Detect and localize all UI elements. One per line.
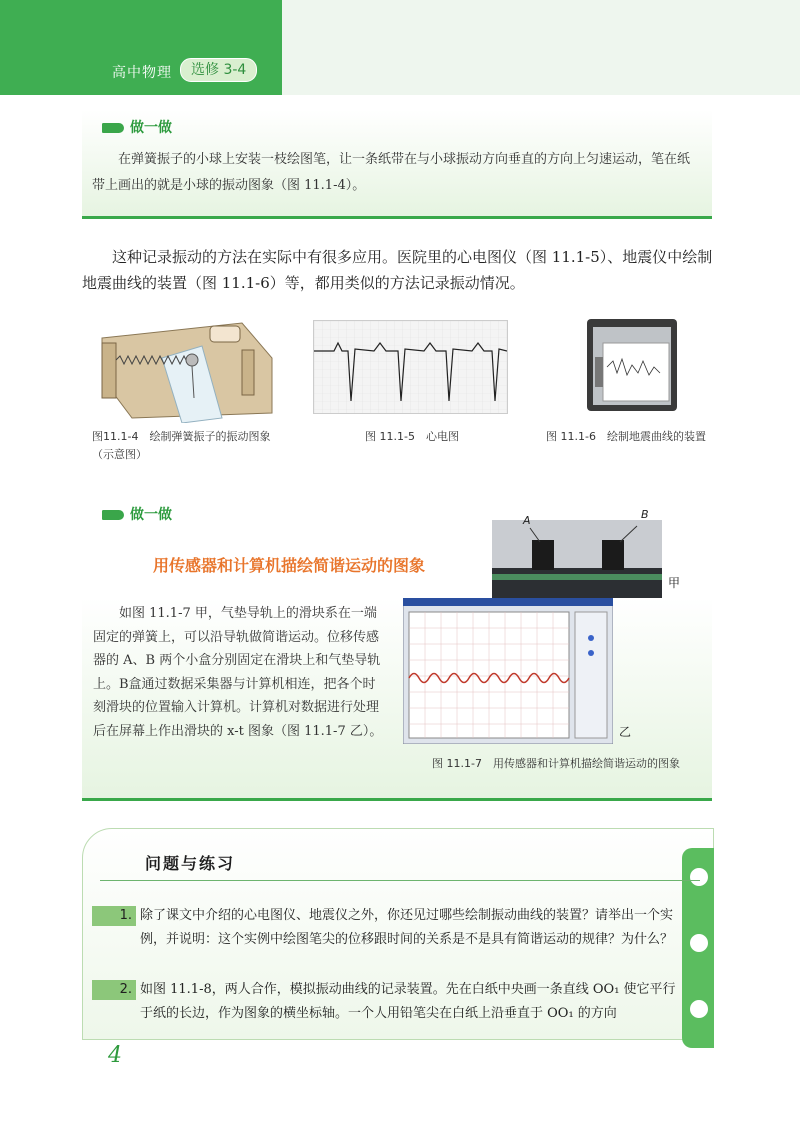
activity-1-heading-text: 做一做 — [130, 120, 172, 136]
figure-ecg — [313, 320, 508, 414]
question-1-text: 除了课文中介绍的心电图仪、地震仪之外，你还见过哪些绘制振动曲线的装置？请举出一个实例，并说明：这个实例中绘图笔尖的位移跟时间的关系是不是具有简谐运动的规律？为什么？ — [140, 908, 674, 947]
question-2-number: 2. — [92, 980, 136, 1000]
questions-title: 问题与练习 — [145, 854, 236, 873]
question-1-number: 1. — [92, 906, 136, 926]
header-light-area — [282, 0, 800, 95]
activity-1-text: 在弹簧振子的小球上安装一枝绘图笔，让一条纸带在与小球振动方向垂直的方向上匀速运动，笔在纸带上画出的就是小球的振动图象（图 11.1-4）。 — [92, 152, 691, 193]
volume-badge: 选修 3-4 — [180, 58, 257, 82]
label-b: B — [641, 508, 649, 521]
figure-11-1-7-caption: 图 11.1-7 用传感器和计算机描绘简谐运动的图象 — [432, 757, 680, 770]
arrow-icon — [102, 123, 124, 133]
label-a: A — [523, 514, 531, 527]
binder-hole-icon — [688, 866, 710, 888]
figure-seismograph — [583, 317, 681, 413]
question-2-text: 如图 11.1-8，两人合作，模拟振动曲线的记录装置。先在白纸中央画一条直线 OO₁ 使它平行于纸的长边，作为图象的横坐标轴。一个人用铅笔尖在白纸上沿垂直于 OO₁ 的方向 — [140, 982, 676, 1021]
body-paragraph: 这种记录振动的方法在实际中有很多应用。医院里的心电图仪（图 11.1-5）、地震仪中绘制地震曲线的装置（图 11.1-6）等，都用类似的方法记录振动情况。 — [82, 248, 713, 292]
questions-divider — [100, 880, 700, 881]
label-yi: 乙 — [619, 725, 632, 739]
arrow-icon — [102, 510, 124, 520]
activity-2-heading-text: 做一做 — [130, 507, 172, 523]
book-title: 高中物理 — [112, 65, 172, 81]
binder-hole-icon — [688, 998, 710, 1020]
figure-spring-oscillator — [92, 318, 277, 423]
activity-2-heading — [102, 504, 172, 524]
figure-11-1-5-caption: 图 11.1-5 心电图 — [365, 430, 459, 443]
label-jia: 甲 — [668, 576, 681, 590]
page-number: 4 — [108, 1043, 122, 1068]
figure-computer-screen — [403, 598, 613, 744]
binder-hole-icon — [688, 932, 710, 954]
activity-2-text: 如图 11.1-7 甲，气垫导轨上的滑块系在一端固定的弹簧上，可以沿导轨做简谐运动。位移传感器的 A、B 两个小盒分别固定在滑块上和气垫导轨上。B盒通过数据采集器与计算机相连，把各个时刻滑块的位置输入计算机。计算机对数据进行处理后在屏幕上作出滑块的 x-t 图象（图 11.1-7 乙）。 — [93, 606, 383, 739]
figure-air-track-photo — [492, 520, 662, 598]
figure-11-1-6-caption: 图 11.1-6 绘制地震曲线的装置 — [546, 430, 706, 443]
activity-2-title: 用传感器和计算机描绘简谐运动的图象 — [153, 556, 426, 575]
figure-11-1-4-caption: 图11.1-4 绘制弹簧振子的振动图象（示意图） — [92, 430, 271, 461]
activity-1-heading — [102, 117, 172, 137]
